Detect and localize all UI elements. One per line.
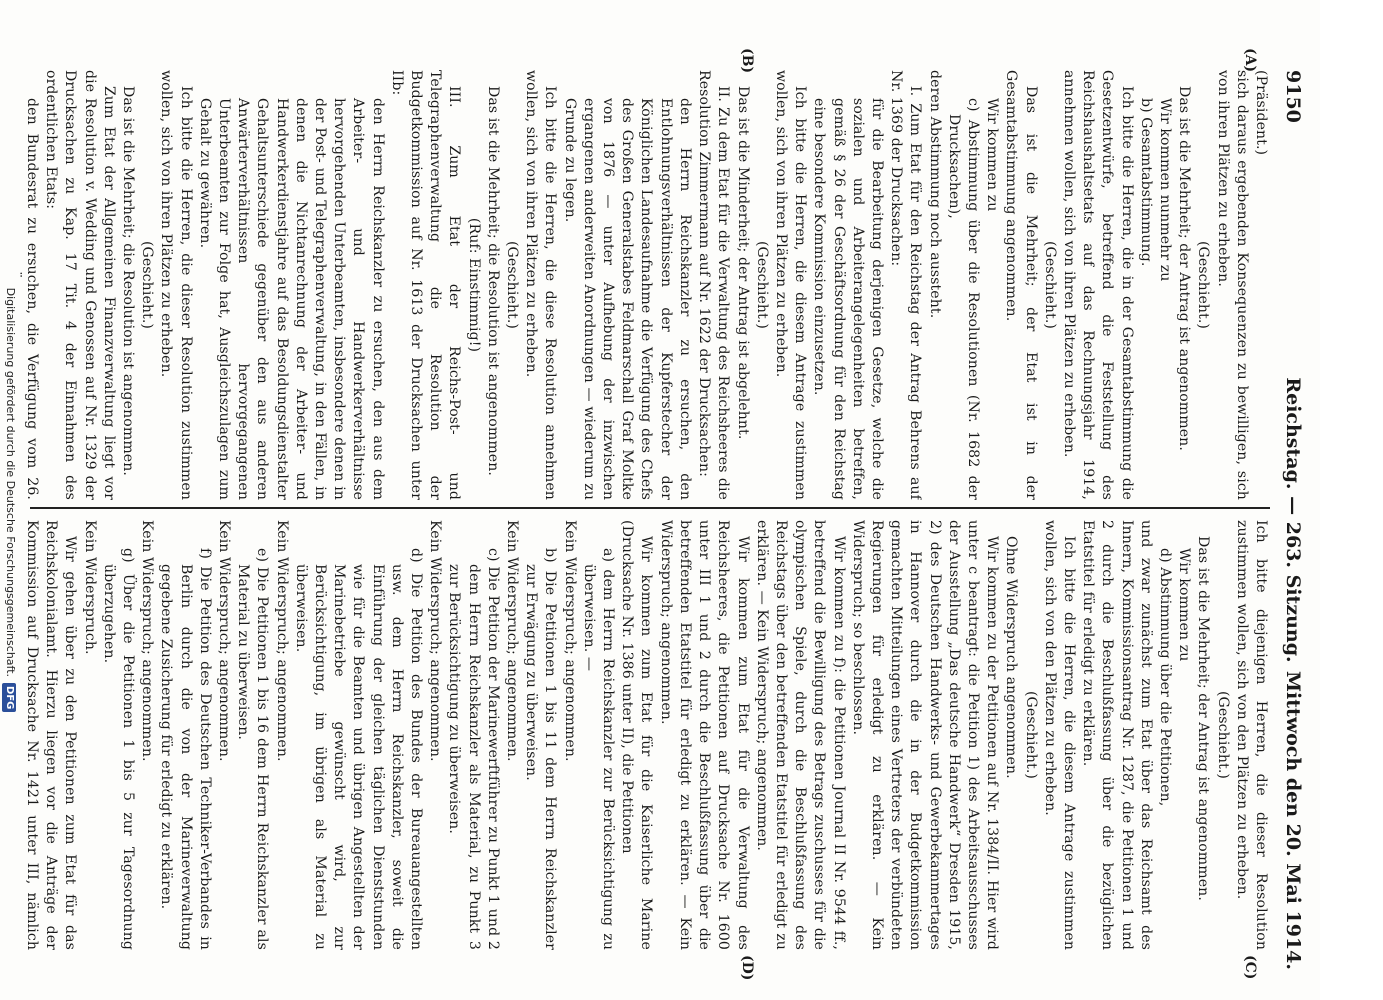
paragraph: d) Abstimmung über die Petitionen, [1156, 548, 1173, 807]
paragraph: (Geschieht.) [1022, 690, 1039, 780]
digitization-note-text: Digitalisierung gefördert durch die Deutsche Forschungsgemeinschaft. [4, 287, 17, 678]
paragraph: (Geschieht.) [1195, 240, 1212, 330]
paragraph: Wir kommen zu f): die Petitionen Journal II Nr. 9544 ff., betreffend die Bewilligung des Betrags zuschusses für die olympischen Spiele, durch die Beschlußfassung des Reichstags über den betreffenden Etatstitel für erledigt zu erklären. — Kein Widerspruch; angenommen. [753, 520, 847, 950]
paragraph: Ich bitte die Herren, die diesem Antrage zustimmen wollen, sich von den Plätzen zu erheben. [1041, 520, 1077, 950]
paragraph: (Geschieht.) [504, 240, 521, 330]
paragraph: (Geschieht.) [753, 240, 770, 330]
paragraph: Kein Widerspruch; angenommen. [273, 520, 290, 762]
paragraph: Kein Widerspruch; angenommen. [561, 520, 578, 762]
paragraph: (Präsident.) [1253, 70, 1269, 156]
margin-mark-b: (B) [739, 48, 755, 74]
paragraph: Kein Widerspruch; angenommen. [139, 520, 156, 762]
paragraph: (Geschieht.) [1041, 240, 1058, 330]
paragraph: Wir kommen nunmehr zu [1156, 98, 1173, 282]
paragraph: I. Zum Etat für den Reichstag der Antrag Behrens auf Nr. 1369 der Drucksachen: [888, 70, 924, 500]
paragraph: Zum Etat der Allgemeinen Finanzverwaltung liegt vor die Resolution v. Wedding und Genossen auf Nr. 1329 der Drucksachen zu Kap. 17 Tit. 4 der Einnahmen des ordentlichen Etats: [43, 70, 117, 500]
margin-mark-d: (D) [739, 955, 755, 981]
paragraph: Ich bitte die Herren, die dieser Resolution zustimmen wollen, sich von ihren Plätzen zu erheben. [158, 70, 194, 500]
dfg-logo: DFG [2, 683, 16, 712]
paragraph: Das ist die Minderheit; der Antrag ist abgelehnt. [734, 86, 751, 440]
session-date: Mittwoch den 20. Mai 1914. [1282, 671, 1304, 970]
paragraph: Ich bitte die Herren, die diese Resolution annehmen wollen, sich von ihren Plätzen zu erheben. [523, 70, 559, 500]
paragraph: Wir kommen zu [1176, 548, 1193, 662]
paragraph: (Geschieht.) [139, 240, 156, 330]
paragraph: Ich bitte diejenigen Herren, die dieser Resolution zustimmen wollen, sich von den Plätzen zu erheben. [1233, 520, 1269, 950]
paragraph: II. Zu dem Etat für die Verwaltung des Reichsheeres die Resolution Zimmermann auf Nr. 1622 der Drucksachen: [696, 70, 732, 500]
paragraph: b) Die Petitionen 1 bis 11 dem Herrn Reichskanzler zur Erwägung zu überweisen. [523, 548, 559, 950]
page-title: Reichstag. — 263. Sitzung. [1282, 377, 1304, 663]
paragraph: Das ist die Mehrheit; der Antrag ist angenommen. [1176, 86, 1193, 451]
page-header [1276, 70, 1310, 970]
paragraph: für die Bearbeitung derjenigen Gesetze, welche die sozialen und Arbeiterangelegenheiten betreffen, gemäß § 26 der Geschäftsordnung für den Reichstag eine besondere Kommission einzusetzen. [811, 98, 885, 500]
paragraph: c) Abstimmung über die Resolutionen (Nr. 1682 der Drucksachen), [945, 98, 981, 500]
paragraph: Kein Widerspruch; angenommen. [216, 520, 233, 762]
paragraph: (Ruf: Einstimmig!) [465, 217, 482, 353]
paragraph: Wir kommen zum Etat für die Verwaltung des Reichsheeres, die Petitionen auf Drucksache Nr. 1600 unter III 1 und 2 durch die Beschlußfassung über die betreffenden Etatstitel für erledigt zu erklären. — Kein Widerspruch; angenommen. [657, 520, 751, 950]
paragraph: und zwar zunächst zum Etat über das Reichsamt des Innern, Kommissionsantrag Nr. 1287, die Petitionen 1 und 2 durch die Beschlußfassung über die bezüglichen Etatstitel für erledigt zu erklären. [1080, 520, 1154, 950]
page-number: 9150 [1282, 70, 1304, 123]
margin-mark-a: (A) [1242, 48, 1258, 73]
paragraph: Das ist die Mehrheit; der Etat ist in der Gesamtabstimmung angenommen. [1003, 70, 1039, 500]
digitization-note [0, 0, 20, 1000]
paragraph: e) Die Petitionen 1 bis 16 dem Herrn Reichskanzler als Material zu überweisen. [235, 548, 271, 950]
paragraph: Das ist die Mehrheit; die Resolution ist angenommen. [484, 86, 501, 476]
paragraph: d) Die Petition des Bundes der Bureauangestellten usw. dem Herrn Reichskanzler, soweit die Einführung der gleichen täglichen Dienststunden wie für die Beamten und übrigen Angestellten der Marinebetriebe gewünscht wird, zur Berücksichtigung, im übrigen als Material zu überweisen. [292, 548, 425, 950]
paragraph: Das ist die Mehrheit; der Antrag ist angenommen. [1195, 536, 1212, 901]
paragraph: Kein Widerspruch. [81, 520, 98, 655]
margin-mark-c: (C) [1242, 955, 1258, 980]
left-column [20, 70, 1270, 500]
paragraph: g) Über die Petitionen 1 bis 5 zur Tagesordnung überzugehen. [100, 548, 137, 950]
right-column [20, 520, 1270, 950]
paragraph: Ich bitte die Herren, die diesem Antrage zustimmen wollen, sich von ihren Plätzen zu erheben. [772, 70, 809, 500]
paragraph: Kein Widerspruch; angenommen. [427, 520, 444, 762]
paragraph: Das ist die Mehrheit; die Resolution ist angenommen. [120, 86, 137, 476]
paragraph: Wir kommen zu [984, 98, 1001, 212]
paragraph: (Geschieht.) [1214, 690, 1231, 780]
paragraph: a) dem Herrn Reichskanzler zur Berücksichtigung zu überweisen. — [580, 548, 617, 950]
paragraph: c) Die Petition der Marinewerftführer zu Punkt 1 und 2 dem Herrn Reichskanzler als Material, zu Punkt 3 zur Berücksichtigung zu überweisen. [446, 548, 501, 950]
paragraph: Wir gehen über zu den Petitionen zum Etat für das Reichskolonialamt. Hierzu liegen vor die Anträge der Kommission auf Drucksache Nr. 1421 unter III, nämlich [24, 520, 79, 950]
paragraph: den Herrn Reichskanzler zu ersuchen, den Entlohnungsverhältnissen der Kupferstecher der Königlichen Landesaufnahme die Verfügung des Chefs des Großen Generalstabes Feldmarschall Graf Moltke von 1876 — unter Aufhebung der inzwischen ergangenen anderweiten Anordnungen — wiederum zu Grunde zu legen. [561, 98, 693, 500]
paragraph: III. Zum Etat der Reichs-Post- und Telegraphenverwaltung die Resolution der Budgetkommission auf Nr. 1613 der Drucksachen unter IIb: [388, 70, 463, 500]
paragraph: f) Die Petition des Deutschen Techniker-Verbandes in Berlin durch die von der Marineverwaltung gegebene Zusicherung für erledigt zu erklären. [158, 548, 213, 950]
paragraph: Wir kommen zu der Petitionen auf Nr. 1384/II. Hier wird unter c beantragt: die Petition 1) des Arbeitsausschusses der Ausstellung „Das deutsche Handwerk“ Dresden 1915, 2) des Deutschen Handwerks- und Gewerbekammertages in Hannover durch die in der Budgetkommission gemachten Mitteilungen eines Vertreters der verbündeten Regierungen für erledigt zu erklären. — Kein Widerspruch; so beschlossen. [849, 520, 1001, 950]
paragraph: Wir kommen zum Etat für die Kaiserliche Marine (Drucksache Nr. 1386 unter II), die Petitionen [619, 520, 655, 950]
paragraph: den Herrn Reichskanzler zu ersuchen, den aus dem Arbeiter- und Handwerkerverhältnisse hervorgehenden Unterbeamten, insbesondere denen in der Post- und Telegraphenverwaltung, in den Fällen, in denen die Nichtanrechnung der Arbeiter- und Handwerkerdienstjahre auf das Besoldungsdienstalter Gehaltsunterschiede gegenüber den aus anderen Anwärterverhältnissen hervorgegangenen Unterbeamten zur Folge hat, Ausgleichszulagen zum Gehalt zu gewähren. [196, 98, 386, 500]
paragraph: Ich bitte die Herren, die in der Gesamtabstimmung die Gesetzentwürfe, betreffend die Feststellung des Reichshaushaltsetats auf das Rechnungsjahr 1914, annehmen wollen, sich von ihren Plätzen zu erheben. [1060, 70, 1135, 500]
paragraph: b) Gesamtabstimmung. [1137, 98, 1154, 267]
paragraph: Kein Widerspruch; angenommen. [504, 520, 521, 762]
paragraph: Ohne Widerspruch angenommen. [1003, 536, 1020, 779]
column-divider [30, 507, 1270, 509]
paragraph: deren Abstimmung noch aussteht. [926, 70, 943, 319]
paragraph: sich daraus ergebenden Konsequenzen zu bewilligen, sich von ihren Plätzen zu erheben. [1214, 70, 1250, 500]
paragraph: den Bundesrat zu ersuchen, die Verfügung vom 26. [24, 98, 40, 500]
